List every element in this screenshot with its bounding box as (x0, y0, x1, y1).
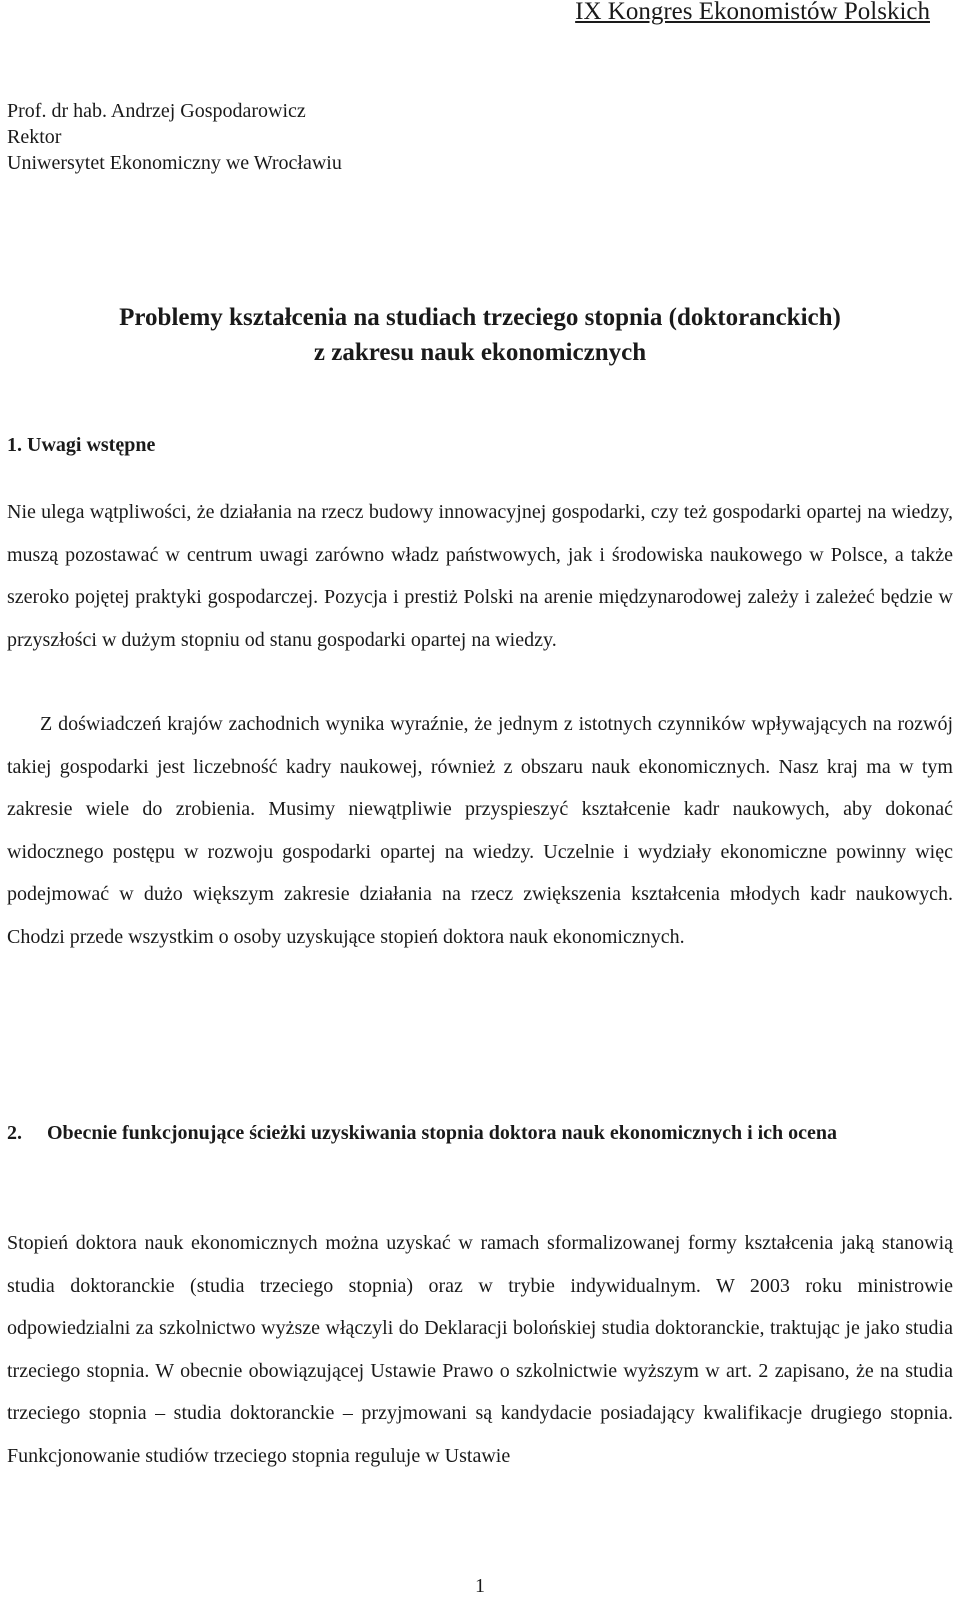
author-position: Rektor (7, 126, 62, 148)
section-1-paragraph-2: Z doświadczeń krajów zachodnich wynika wyraźnie, że jednym z istotnych czynników wpływających na rozwój takiej gospodarki jest liczebność kadry naukowej, również z obszaru nauk ekonomicznych. Nasz kraj ma w tym zakresie wiele do zrobienia. Musimy niewątpliwie przyspieszyć kształcenie kadr naukowych, aby dokonać widocznego postępu w rozwoju gospodarki opartej na wiedzy. Uczelnie i wydziały ekonomiczne powinny więc podejmować w dużo większym zakresie działania na rzecz zwiększenia kształcenia młodych kadr naukowych. Chodzi przede wszystkim o osoby uzyskujące stopień doktora nauk ekonomicznych. (7, 713, 953, 948)
running-header: IX Kongres Ekonomistów Polskich (575, 0, 930, 25)
author-name: Prof. dr hab. Andrzej Gospodarowicz (7, 100, 306, 122)
section-1-heading: 1. Uwagi wstępne (7, 434, 156, 456)
author-block (7, 98, 342, 176)
author-affiliation: Uniwersytet Ekonomiczny we Wrocławiu (7, 152, 342, 174)
section-2-heading (7, 1112, 953, 1155)
document-title (0, 300, 960, 370)
document-title-line-1: Problemy kształcenia na studiach trzeciego stopnia (doktoranckich) (119, 304, 841, 331)
section-2-paragraph-1: Stopień doktora nauk ekonomicznych można uzyskać w ramach sformalizowanej formy kształcenia jaką stanowią studia doktoranckie (studia trzeciego stopnia) oraz w trybie indywidualnym. W 2003 roku ministrowie odpowiedzialni za szkolnictwo wyższe włączyli do Deklaracji bolońskiej studia doktoranckie, traktując je jako studia trzeciego stopnia. W obecnie obowiązującej Ustawie Prawo o szkolnictwie wyższym w art. 2 zapisano, że na studia trzeciego stopnia – studia doktoranckie – przyjmowani są kandydacie posiadający kwalifikacje drugiego stopnia. Funkcjonowanie studiów trzeciego stopnia reguluje w Ustawie (7, 1232, 953, 1467)
section-1-paragraph-1: Nie ulega wątpliwości, że działania na rzecz budowy innowacyjnej gospodarki, czy też gospodarki opartej na wiedzy, muszą pozostawać w centrum uwagi zarówno władz państwowych, jak i środowiska naukowego w Polsce, a także szeroko pojętej praktyki gospodarczej. Pozycja i prestiż Polski na arenie międzynarodowej zależy i zależeć będzie w przyszłości w dużym stopniu od stanu gospodarki opartej na wiedzy. (7, 501, 953, 651)
section-2-heading-text: Obecnie funkcjonujące ścieżki uzyskiwania stopnia doktora nauk ekonomicznych i ich ocena (47, 1122, 838, 1144)
document-title-line-2: z zakresu nauk ekonomicznych (313, 339, 647, 366)
section-2-number: 2. (7, 1122, 22, 1144)
page-number: 1 (475, 1575, 485, 1597)
